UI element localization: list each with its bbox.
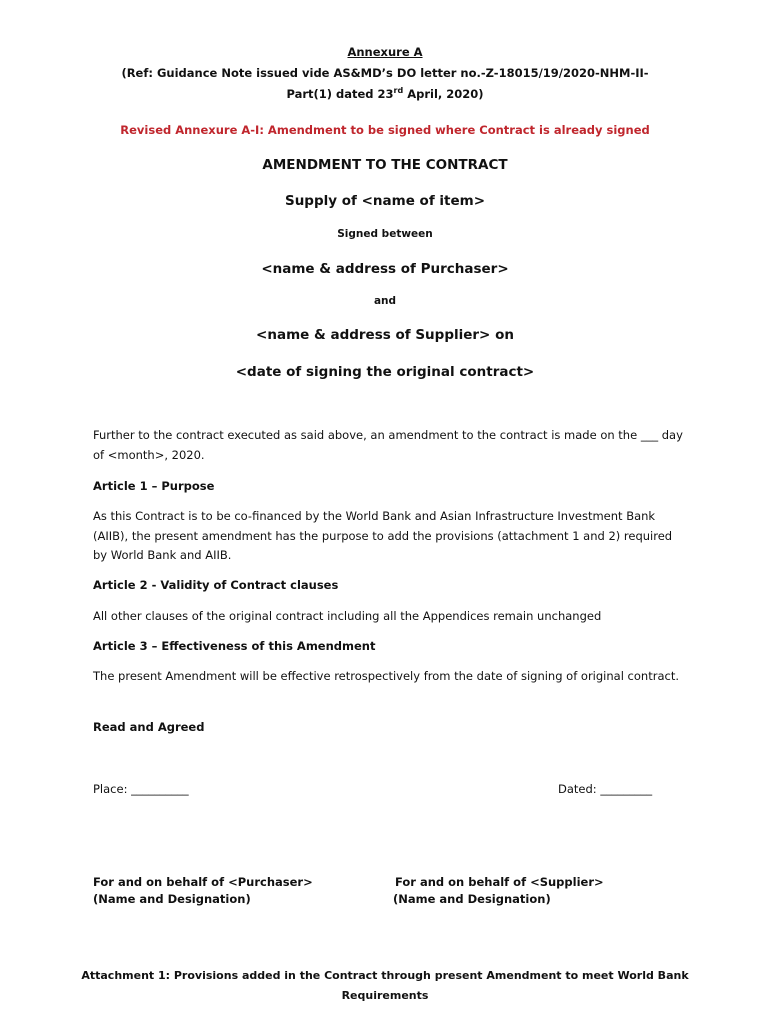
purchaser-placeholder: <name & address of Purchaser> xyxy=(261,261,509,277)
article-1-text: As this Contract is to be co-financed by the World Bank and Asian Infrastructure Investment Bank (AIIB), the present amendment has the purpose to add the provisions (attachment 1 and 2) required by World Bank and AIIB. xyxy=(93,509,673,562)
intro-paragraph: Further to the contract executed as said above, an amendment to the contract is made on the ___ day of <month>, 2020. xyxy=(93,428,683,462)
dated-field: Dated: _________ xyxy=(558,782,653,796)
read-and-agreed: Read and Agreed xyxy=(93,720,205,734)
signing-date-placeholder: <date of signing the original contract> xyxy=(235,364,535,380)
and-label: and xyxy=(373,295,397,307)
reference-line-1: (Ref: Guidance Note issued vide AS&MD’s DO letter no.-Z-18015/19/2020-NHM-II- xyxy=(121,66,649,80)
article-2-heading: Article 2 - Validity of Contract clauses xyxy=(93,578,339,592)
reference-date-superscript: rd xyxy=(393,86,404,96)
annexure-heading: Annexure A xyxy=(347,45,423,59)
article-1-heading: Article 1 – Purpose xyxy=(93,479,215,493)
supplier-behalf: For and on behalf of <Supplier> xyxy=(395,875,604,889)
article-3-text: The present Amendment will be effective retrospectively from the date of signing of original contract. xyxy=(93,669,679,683)
supplier-placeholder: <name & address of Supplier> on xyxy=(256,327,514,343)
attachment-heading-line-2: Requirements xyxy=(341,989,429,1002)
supplier-name-designation: (Name and Designation) xyxy=(393,892,551,906)
reference-line-2 xyxy=(0,87,770,101)
signed-between-label: Signed between xyxy=(337,228,433,240)
place-field: Place: __________ xyxy=(93,782,189,796)
reference-date-prefix: Part(1) dated 23 xyxy=(286,87,394,101)
attachment-heading-line-1: Attachment 1: Provisions added in the Contract through present Amendment to meet World Bank xyxy=(81,969,689,982)
revised-annexure-note: Revised Annexure A-I: Amendment to be signed where Contract is already signed xyxy=(120,123,650,137)
purchaser-name-designation: (Name and Designation) xyxy=(93,892,251,906)
purchaser-behalf: For and on behalf of <Purchaser> xyxy=(93,875,313,889)
article-3-heading: Article 3 – Effectiveness of this Amendment xyxy=(93,639,376,653)
supply-of-item: Supply of <name of item> xyxy=(284,193,486,209)
document-title: AMENDMENT TO THE CONTRACT xyxy=(262,157,508,173)
article-2-text: All other clauses of the original contract including all the Appendices remain unchanged xyxy=(93,609,602,623)
reference-date-suffix: April, 2020) xyxy=(403,87,484,101)
